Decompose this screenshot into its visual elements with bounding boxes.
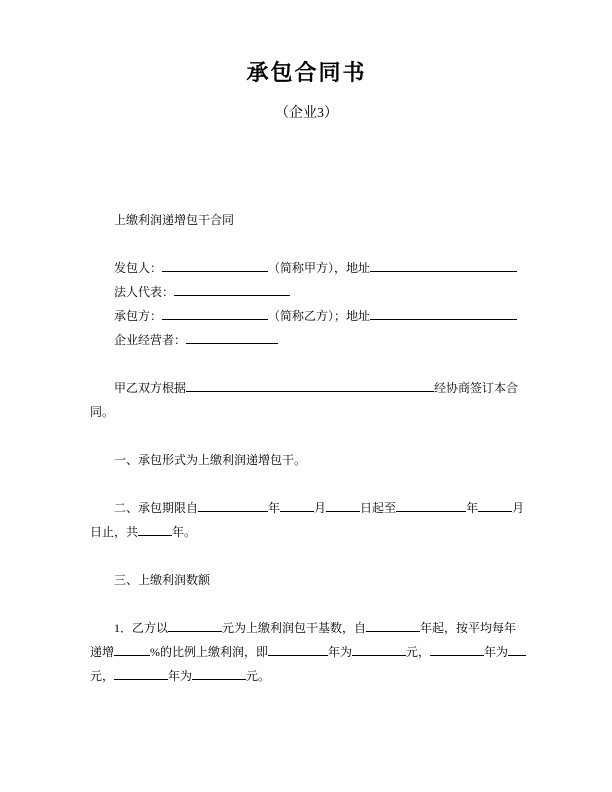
blank-field (198, 498, 268, 512)
paragraph-line (90, 448, 523, 472)
paragraph-line (90, 280, 523, 304)
text-run: 元为上缴利润包干基数，自 (222, 621, 367, 635)
blank-field (168, 618, 222, 632)
document-body (90, 208, 523, 688)
text-run: 二、承包期限自 (114, 501, 199, 515)
text-run: （简称乙方）；地址 (268, 309, 371, 323)
text-run: 元， (406, 645, 431, 659)
paragraph-line (90, 400, 523, 424)
text-run: 年为 (484, 645, 509, 659)
blank-field (326, 498, 360, 512)
text-run: 年。 (172, 525, 197, 539)
blank-field (114, 666, 168, 680)
paragraph-line (90, 568, 523, 592)
paragraph-line (90, 496, 523, 520)
text-run: 月 (512, 501, 525, 515)
paragraph-line (90, 376, 523, 400)
text-run: 年 (268, 501, 281, 515)
text-run: 发包人： (114, 261, 163, 275)
text-run: 年起，按平均每年 (420, 621, 517, 635)
blank-field (186, 378, 434, 392)
paragraph-line (90, 520, 523, 544)
paragraph-line (90, 304, 523, 328)
blank-field (162, 258, 268, 272)
blank-field (508, 642, 526, 656)
blank-field (138, 522, 172, 536)
blank-field (430, 642, 484, 656)
text-run: 1．乙方以 (114, 621, 169, 635)
text-run: 企业经营者： (114, 333, 187, 347)
blank-field (162, 306, 268, 320)
blank-field (370, 258, 517, 272)
blank-field (352, 642, 406, 656)
blank-field (268, 642, 328, 656)
text-run: 日止，共 (90, 525, 139, 539)
text-run: 元， (90, 669, 115, 683)
paragraph-line (90, 328, 523, 352)
text-run: 年 (466, 501, 479, 515)
text-run: 承包方： (114, 309, 163, 323)
blank-field (280, 498, 314, 512)
blank-field (192, 666, 246, 680)
text-run: 上缴利润递增包干合同 (114, 213, 235, 227)
text-run: 递增 (90, 645, 115, 659)
blank-field (114, 642, 150, 656)
text-run: 年为 (168, 669, 193, 683)
text-run: 月 (314, 501, 327, 515)
text-run: 日起至 (360, 501, 397, 515)
blank-field (174, 282, 290, 296)
paragraph-line (90, 256, 523, 280)
text-run: 年为 (328, 645, 353, 659)
blank-field (370, 306, 517, 320)
text-run: 三、上缴利润数额 (114, 573, 211, 587)
text-run: （简称甲方），地址 (268, 261, 371, 275)
text-run: 经协商签订本合 (434, 381, 519, 395)
text-run: 法人代表： (114, 285, 175, 299)
paragraph-line (90, 664, 523, 688)
paragraph-line (90, 208, 523, 232)
text-run: 元。 (246, 669, 271, 683)
blank-field (366, 618, 420, 632)
blank-field (478, 498, 512, 512)
text-run: %的比例上缴利润，即 (150, 645, 269, 659)
document-subtitle: （企业3） (275, 106, 338, 121)
blank-field (396, 498, 466, 512)
text-run: 同。 (90, 405, 115, 419)
text-run: 甲乙双方根据 (114, 381, 187, 395)
text-run: 一、承包形式为上缴利润递增包干。 (114, 453, 307, 467)
paragraph-line (90, 616, 523, 640)
paragraph-line (90, 640, 523, 664)
document-title: 承包合同书 (246, 60, 367, 85)
blank-field (186, 330, 278, 344)
